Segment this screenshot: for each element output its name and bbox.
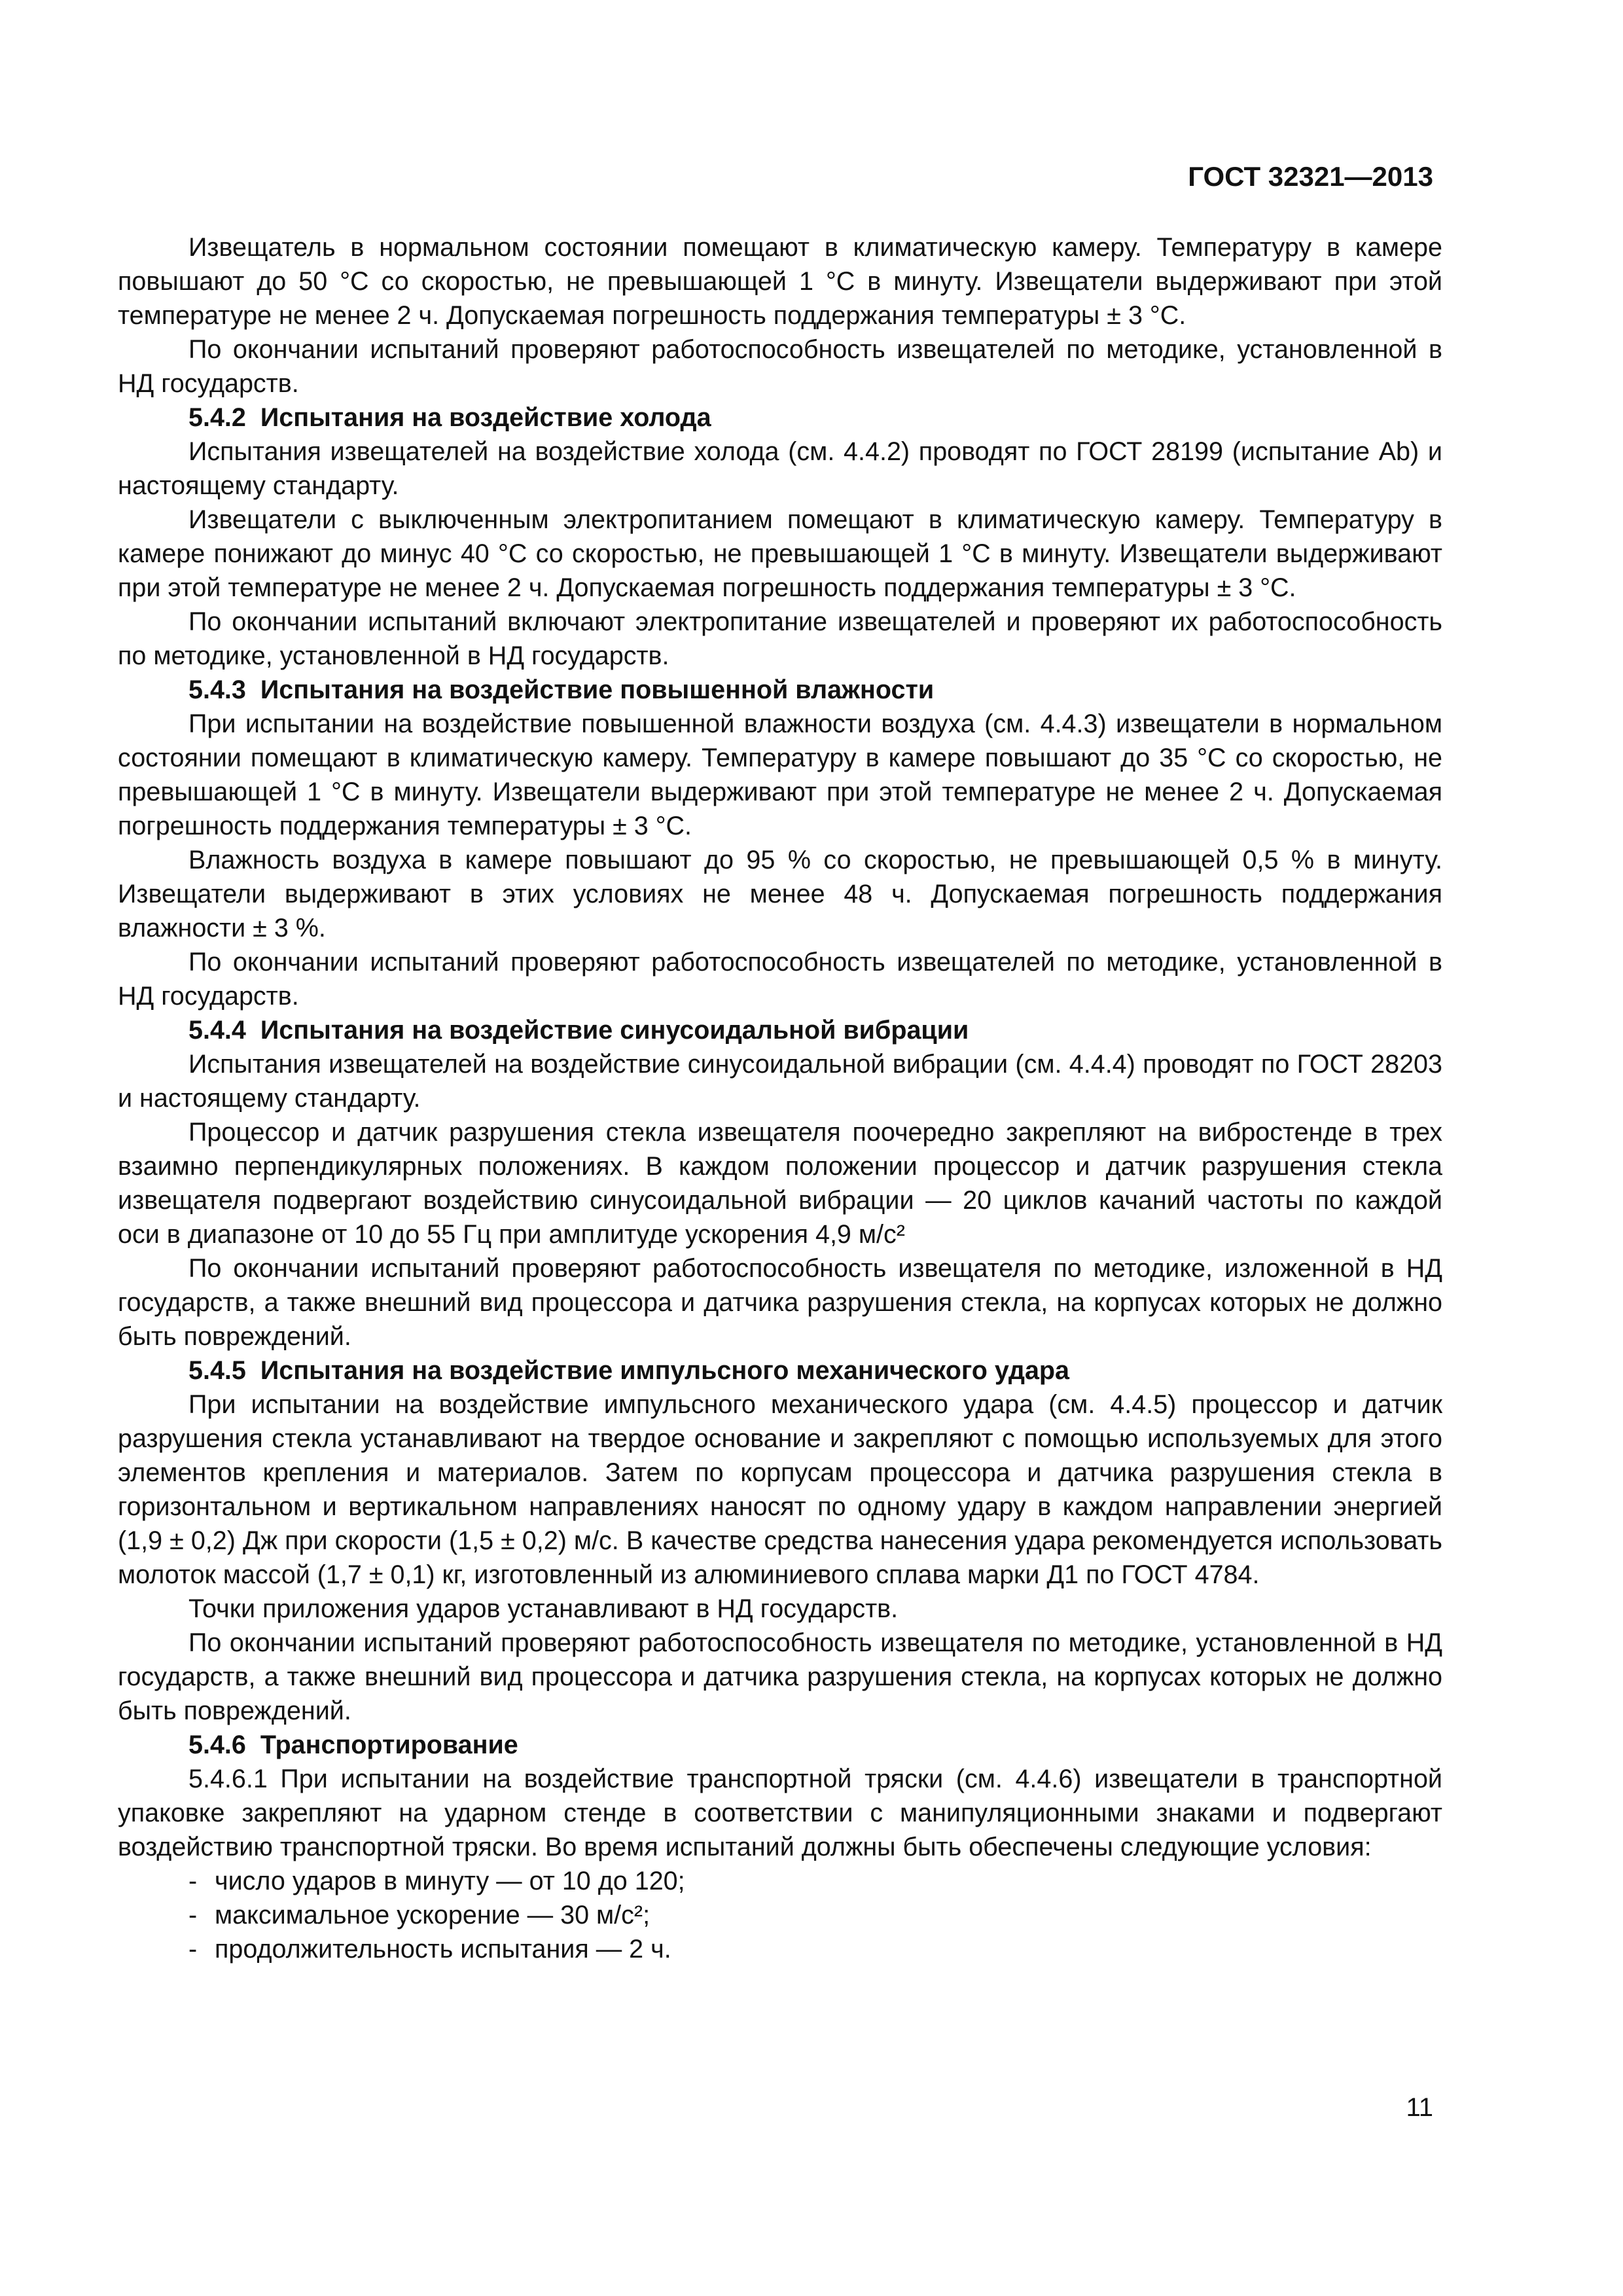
list-item-text: максимальное ускорение — 30 м/с²; — [215, 1901, 651, 1929]
section-heading-5-4-6 — [118, 1728, 1442, 1762]
document-id-header: ГОСТ 32321—2013 — [1188, 161, 1433, 192]
paragraph: Точки приложения ударов устанавливают в НД государств. — [188, 1594, 899, 1623]
dash-marker: - — [188, 1867, 198, 1895]
conditions-list — [118, 1864, 1442, 1966]
paragraph: 5.4.6.1 При испытании на воздействие транспортной тряски (см. 4.4.6) извещатели в транспортной упаковке закрепляют на ударном стенде в соответствии с манипуляционными знаками и подвергают воздействию транспортной тряски. Во время испытаний должны быть обеспечены следующие условия: — [118, 1765, 1442, 1861]
section-heading-5-4-4 — [118, 1013, 1442, 1047]
paragraph: Извещатели с выключенным электропитанием помещают в климатическую камеру. Температуру в камере понижают до минус 40 °С со скоростью, не превышающей 1 °С в минуту. Извещатели выдерживают при этой температуре не менее 2 ч. Допускаемая погрешность поддержания температуры ± 3 °С. — [118, 505, 1442, 602]
list-item — [118, 1864, 1442, 1898]
list-item-text: продолжительность испытания — 2 ч. — [215, 1935, 671, 1964]
paragraph: Испытания извещателей на воздействие синусоидальной вибрации (см. 4.4.4) проводят по ГОСТ 28203 и настоящему стандарту. — [118, 1050, 1442, 1113]
section-number: 5.4.2 — [188, 403, 246, 432]
paragraph: При испытании на воздействие повышенной влажности воздуха (см. 4.4.3) извещатели в нормальном состоянии помещают в климатическую камеру. Температуру в камере повышают до 35 °С со скоростью, не превышающей 1 °С в минуту. Извещатели выдерживают при этой температуре не менее 2 ч. Допускаемая погрешность поддержания температуры ± 3 °С. — [118, 709, 1442, 840]
section-number: 5.4.4 — [188, 1016, 246, 1045]
paragraph: Влажность воздуха в камере повышают до 95 % со скоростью, не превышающей 0,5 % в минуту. Извещатели выдерживают в этих условиях не менее 48 ч. Допускаемая погрешность поддержания влажности ± 3 %. — [118, 846, 1442, 942]
paragraph: По окончании испытаний проверяют работоспособность извещателя по методике, изложенной в НД государств, а также внешний вид процессора и датчика разрушения стекла, на корпусах которых не должно быть повреждений. — [118, 1254, 1442, 1351]
paragraph: По окончании испытаний проверяют работоспособность извещателей по методике, установленной в НД государств. — [118, 335, 1442, 398]
section-title: Испытания на воздействие повышенной влажности — [260, 675, 935, 704]
section-heading-5-4-2 — [118, 401, 1442, 435]
dash-marker: - — [188, 1901, 198, 1929]
section-heading-5-4-5 — [118, 1354, 1442, 1388]
paragraph: По окончании испытаний проверяют работоспособность извещателя по методике, установленной в НД государств, а также внешний вид процессора и датчика разрушения стекла, на корпусах которых не должно быть повреждений. — [118, 1628, 1442, 1725]
section-heading-5-4-3 — [118, 673, 1442, 707]
section-number: 5.4.5 — [188, 1356, 246, 1385]
section-title: Испытания на воздействие холода — [260, 403, 711, 432]
paragraph: Извещатель в нормальном состоянии помещают в климатическую камеру. Температуру в камере повышают до 50 °С со скоростью, не превышающей 1 °С в минуту. Извещатели выдерживают при этой температуре не менее 2 ч. Допускаемая погрешность поддержания температуры ± 3 °С. — [118, 233, 1442, 330]
dash-marker: - — [188, 1935, 198, 1964]
section-title: Испытания на воздействие импульсного механического удара — [260, 1356, 1070, 1385]
list-item — [118, 1932, 1442, 1966]
paragraph: По окончании испытаний проверяют работоспособность извещателей по методике, установленной в НД государств. — [118, 948, 1442, 1011]
section-title: Транспортирование — [260, 1731, 518, 1759]
paragraph: Процессор и датчик разрушения стекла извещателя поочередно закрепляют на вибростенде в трех взаимно перпендикулярных положениях. В каждом положении процессор и датчик разрушения стекла извещателя подвергают воздействию синусоидальной вибрации — 20 циклов качаний частоты по каждой оси в диапазоне от 10 до 55 Гц при амплитуде ускорения 4,9 м/с² — [118, 1118, 1442, 1249]
section-number: 5.4.6 — [188, 1731, 246, 1759]
page-number: 11 — [1406, 2093, 1433, 2122]
paragraph: При испытании на воздействие импульсного механического удара (см. 4.4.5) процессор и датчик разрушения стекла устанавливают на твердое основание и закрепляют с помощью используемых для этого элементов крепления и материалов. Затем по корпусам процессора и датчика разрушения стекла в горизонтальном и вертикальном направлениях наносят по одному удару в каждом направлении энергией (1,9 ± 0,2) Дж при скорости (1,5 ± 0,2) м/с. В качестве средства нанесения удара рекомендуется использовать молоток массой (1,7 ± 0,1) кг, изготовленный из алюминиевого сплава марки Д1 по ГОСТ 4784. — [118, 1390, 1442, 1589]
list-item-text: число ударов в минуту — от 10 до 120; — [215, 1867, 685, 1895]
section-title: Испытания на воздействие синусоидальной вибрации — [260, 1016, 969, 1045]
section-number: 5.4.3 — [188, 675, 246, 704]
document-body — [118, 230, 1442, 1966]
list-item — [118, 1898, 1442, 1932]
paragraph: По окончании испытаний включают электропитание извещателей и проверяют их работоспособность по методике, установленной в НД государств. — [118, 607, 1442, 670]
paragraph: Испытания извещателей на воздействие холода (см. 4.4.2) проводят по ГОСТ 28199 (испытание Аb) и настоящему стандарту. — [118, 437, 1442, 500]
